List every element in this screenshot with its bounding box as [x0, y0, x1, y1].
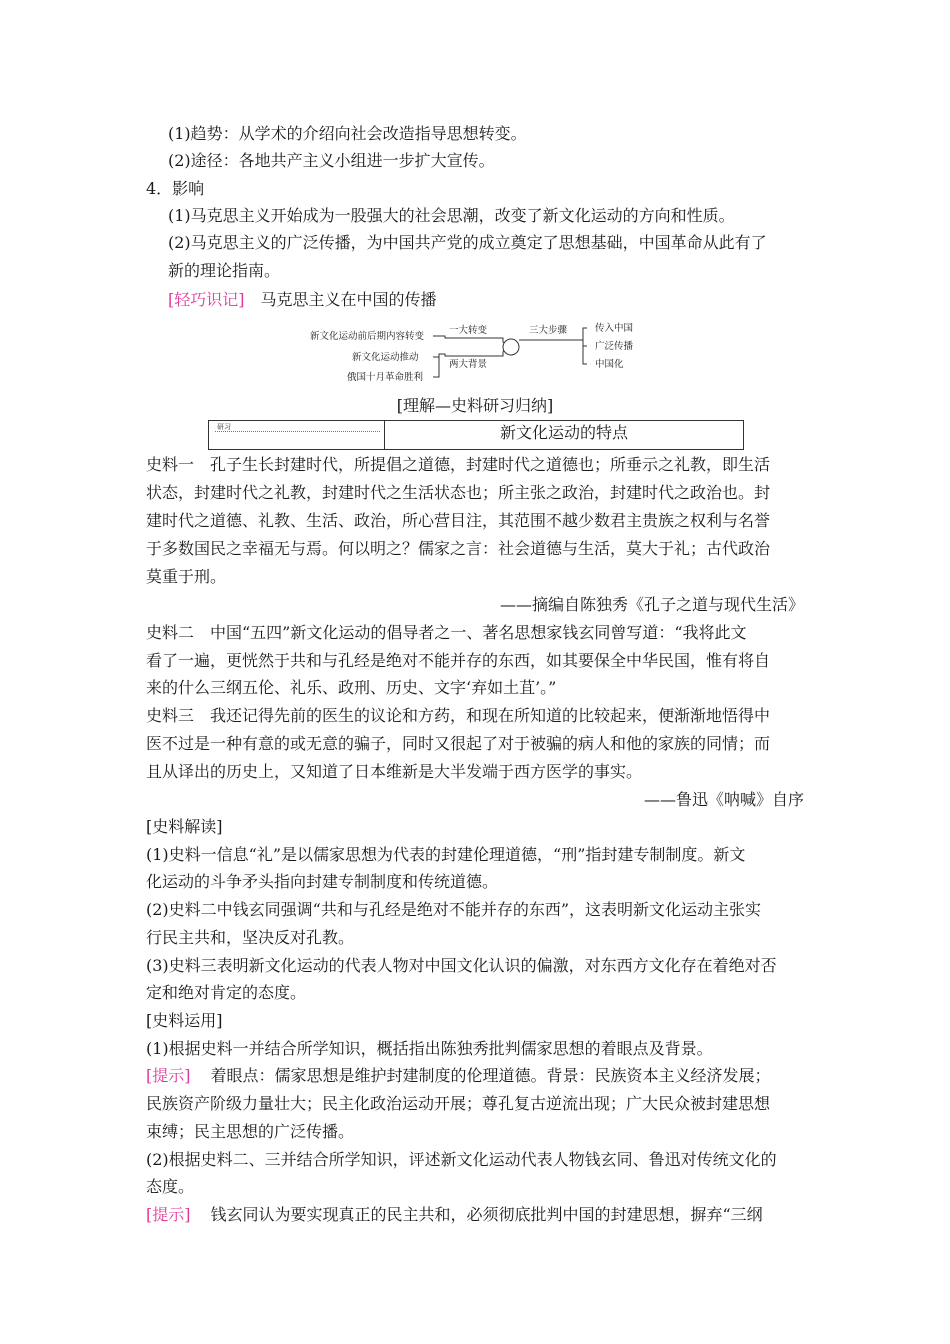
apply-answer-2-text: 钱玄同认为要实现真正的民主共和，必须彻底批判中国的封建思想，摒弃“三纲 [210, 1205, 763, 1224]
apply-question-2-line-2: 态度。 [146, 1177, 195, 1196]
material-3-source: ——鲁迅《呐喊》自序 [643, 790, 804, 809]
memory-tag: [轻巧识记] [168, 290, 245, 309]
interpret-3-line-2: 定和绝对肯定的态度。 [146, 983, 307, 1002]
table-small-label: 研习 [217, 423, 231, 431]
material-1-line-3: 建时代之道德、礼教、生活、政治，所心营目注，其范围不越少数君主贵族之权利与名誉 [146, 511, 771, 530]
material-1-line-4: 于多数国民之幸福无与焉。何以明之？儒家之言：社会道德与生活，莫大于礼；古代政治 [146, 539, 771, 558]
table-left-cell [209, 421, 385, 449]
material-2-line-3: 来的什么三纲五伦、礼乐、政刑、历史、文字‘弃如土苴’。” [146, 678, 557, 697]
table-title: 新文化运动的特点 [499, 423, 628, 442]
material-2-line-2: 看了一遍，更恍然于共和与孔经是绝对不能并存的东西，如其要保全中华民国，惟有将自 [146, 651, 771, 670]
material-1-line-5: 莫重于刑。 [146, 567, 227, 586]
interpret-2-line-2: 行民主共和，坚决反对孔教。 [146, 928, 355, 947]
material-3-line-2: 医不过是一种有意的或无意的骗子，同时又很起了对于被骗的病人和他的家族的同情；而 [146, 734, 771, 753]
memory-heading [168, 290, 437, 310]
section-header: [理解—史料研习归纳] [396, 396, 554, 415]
apply-answer-1-text: 着眼点：儒家思想是维护封建制度的伦理道德。背景：民族资本主义经济发展； [210, 1066, 771, 1085]
material-1-source: ——摘编自陈独秀《孔子之道与现代生活》 [499, 595, 804, 614]
table-dotted-rule [215, 431, 380, 432]
interpret-1-line-1: (1)史料一信息“礼”是以儒家思想为代表的封建伦理道德，“刑”指封建专制制度。新文 [146, 845, 746, 864]
material-3-line-3: 且从译出的历史上，又知道了日本维新是大半发端于西方医学的事实。 [146, 762, 643, 781]
diagram-left-top: 新文化运动前后期内容转变 [310, 331, 425, 342]
interpret-1-line-2: 化运动的斗争矛头指向封建专制制度和传统道德。 [146, 872, 499, 891]
trend-line: (1)趋势：从学术的介绍向社会改造指导思想转变。 [168, 124, 527, 143]
hint-tag-2: [提示] [146, 1205, 191, 1224]
material-3-line-1: 史料三 我还记得先前的医生的议论和方药，和现在所知道的比较起来，便渐渐地悟得中 [146, 706, 771, 725]
diagram-left-bot: 俄国十月革命胜利 [347, 372, 424, 383]
diagram-label-right: 三大步骤 [529, 325, 568, 336]
influence-line-2-cont: 新的理论指南。 [168, 261, 281, 280]
diagram-step-1: 传入中国 [595, 323, 634, 334]
apply-answer-1-line-2: 民族资产阶级力量壮大；民主化政治运动开展；尊孔复古逆流出现；广大民众被封建思想 [146, 1094, 771, 1113]
material-1-line-2: 状态，封建时代之礼教，封建时代之生活状态也；所主张之政治，封建时代之政治也。封 [146, 483, 771, 502]
apply-question-1: (1)根据史料一并结合所学知识，概括指出陈独秀批判儒家思想的着眼点及背景。 [146, 1039, 713, 1058]
influence-heading: 4．影响 [146, 179, 205, 198]
diagram-step-2: 广泛传播 [595, 341, 634, 352]
apply-heading: [史料运用] [146, 1011, 223, 1030]
diagram-node [503, 339, 519, 355]
diagram-label-bot: 两大背景 [449, 359, 488, 370]
diagram-step-3: 中国化 [595, 359, 624, 370]
diagram-left-mid: 新文化运动推动 [352, 352, 419, 363]
material-2-line-1: 史料二 中国“五四”新文化运动的倡导者之一、著名思想家钱玄同曾写道：“我将此文 [146, 623, 747, 642]
apply-answer-1-line-1 [146, 1066, 771, 1086]
apply-answer-2-line-1 [146, 1205, 763, 1225]
diagram-label-top: 一大转变 [449, 325, 488, 336]
route-line: (2)途径：各地共产主义小组进一步扩大宣传。 [168, 151, 495, 170]
topic-table [208, 420, 744, 450]
apply-question-2-line-1: (2)根据史料二、三并结合所学知识，评述新文化运动代表人物钱玄同、鲁迅对传统文化的 [146, 1150, 777, 1169]
memory-title: 马克思主义在中国的传播 [260, 290, 437, 309]
marxism-spread-diagram [305, 318, 650, 390]
influence-line-2: (2)马克思主义的广泛传播，为中国共产党的成立奠定了思想基础，中国革命从此有了 [168, 233, 767, 252]
apply-answer-1-line-3: 束缚；民主思想的广泛传播。 [146, 1122, 355, 1141]
interpret-heading: [史料解读] [146, 817, 223, 836]
material-1-line-1: 史料一 孔子生长封建时代，所提倡之道德，封建时代之道德也；所垂示之礼教，即生活 [146, 455, 771, 474]
influence-line-1: (1)马克思主义开始成为一股强大的社会思潮，改变了新文化运动的方向和性质。 [168, 206, 735, 225]
hint-tag-1: [提示] [146, 1066, 191, 1085]
interpret-3-line-1: (3)史料三表明新文化运动的代表人物对中国文化认识的偏激，对东西方文化存在着绝对否 [146, 956, 777, 975]
interpret-2-line-1: (2)史料二中钱玄同强调“共和与孔经是绝对不能并存的东西”，这表明新文化运动主张实 [146, 900, 762, 919]
